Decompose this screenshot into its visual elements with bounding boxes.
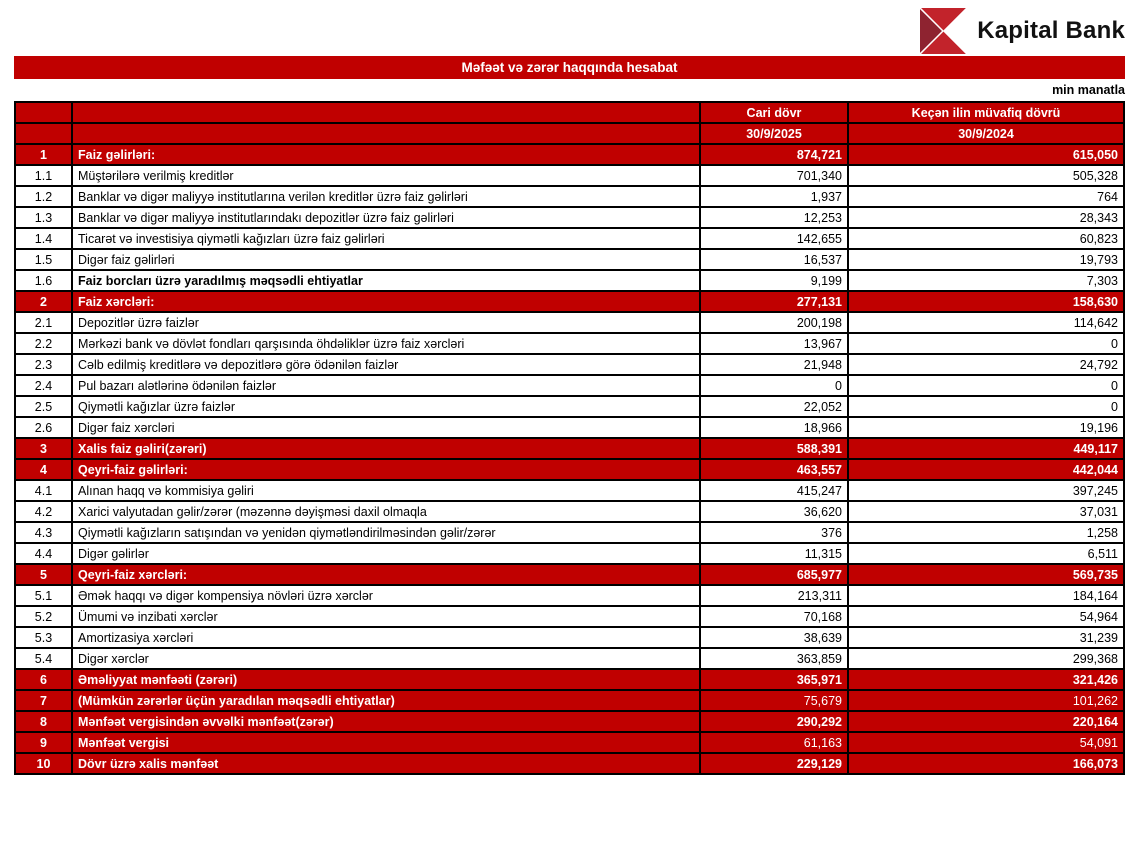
value-previous: 442,044 bbox=[848, 459, 1124, 480]
value-previous: 37,031 bbox=[848, 501, 1124, 522]
row-number: 2.2 bbox=[15, 333, 72, 354]
value-current: 415,247 bbox=[700, 480, 848, 501]
value-previous: 0 bbox=[848, 333, 1124, 354]
value-current: 0 bbox=[700, 375, 848, 396]
value-current: 13,967 bbox=[700, 333, 848, 354]
value-previous: 569,735 bbox=[848, 564, 1124, 585]
value-current: 365,971 bbox=[700, 669, 848, 690]
table-row bbox=[15, 648, 1124, 669]
row-number: 4.3 bbox=[15, 522, 72, 543]
table-row bbox=[15, 669, 1124, 690]
table-row bbox=[15, 480, 1124, 501]
header-current-period: Cari dövr bbox=[700, 102, 848, 123]
value-previous: 184,164 bbox=[848, 585, 1124, 606]
row-label: Ticarət və investisiya qiymətli kağızları üzrə faiz gəlirləri bbox=[72, 228, 700, 249]
row-label: Əmək haqqı və digər kompensiya növləri üzrə xərclər bbox=[72, 585, 700, 606]
row-number: 5.4 bbox=[15, 648, 72, 669]
value-previous: 101,262 bbox=[848, 690, 1124, 711]
row-number: 1.5 bbox=[15, 249, 72, 270]
row-label: Alınan haqq və kommisiya gəliri bbox=[72, 480, 700, 501]
row-number: 10 bbox=[15, 753, 72, 774]
table-header-row-dates bbox=[15, 123, 1124, 144]
value-current: 685,977 bbox=[700, 564, 848, 585]
value-current: 11,315 bbox=[700, 543, 848, 564]
row-number: 1.4 bbox=[15, 228, 72, 249]
value-previous: 166,073 bbox=[848, 753, 1124, 774]
report-title: Məfəət və zərər haqqında hesabat bbox=[14, 56, 1125, 79]
table-row bbox=[15, 732, 1124, 753]
value-current: 229,129 bbox=[700, 753, 848, 774]
row-number: 1.3 bbox=[15, 207, 72, 228]
value-current: 376 bbox=[700, 522, 848, 543]
value-current: 142,655 bbox=[700, 228, 848, 249]
value-current: 874,721 bbox=[700, 144, 848, 165]
row-number: 5 bbox=[15, 564, 72, 585]
table-row bbox=[15, 438, 1124, 459]
table-row bbox=[15, 291, 1124, 312]
row-number: 1.6 bbox=[15, 270, 72, 291]
table-row bbox=[15, 711, 1124, 732]
table-row bbox=[15, 459, 1124, 480]
brand-name: Kapital Bank bbox=[977, 17, 1125, 44]
value-current: 9,199 bbox=[700, 270, 848, 291]
value-current: 290,292 bbox=[700, 711, 848, 732]
header-empty-number-cell bbox=[15, 102, 72, 123]
value-current: 200,198 bbox=[700, 312, 848, 333]
table-row bbox=[15, 207, 1124, 228]
row-label: Banklar və digər maliyyə institutlarındakı depozitlər üzrə faiz gəlirləri bbox=[72, 207, 700, 228]
row-label: Digər gəlirlər bbox=[72, 543, 700, 564]
value-current: 16,537 bbox=[700, 249, 848, 270]
row-number: 2 bbox=[15, 291, 72, 312]
table-row bbox=[15, 606, 1124, 627]
unit-note: min manatla bbox=[1052, 83, 1125, 97]
table-row bbox=[15, 501, 1124, 522]
value-previous: 321,426 bbox=[848, 669, 1124, 690]
table-row bbox=[15, 417, 1124, 438]
row-label: Dövr üzrə xalis mənfəət bbox=[72, 753, 700, 774]
row-label: Qiymətli kağızlar üzrə faizlər bbox=[72, 396, 700, 417]
row-number: 5.3 bbox=[15, 627, 72, 648]
value-previous: 299,368 bbox=[848, 648, 1124, 669]
row-number: 4.1 bbox=[15, 480, 72, 501]
table-row bbox=[15, 564, 1124, 585]
table-row bbox=[15, 228, 1124, 249]
value-current: 277,131 bbox=[700, 291, 848, 312]
table-row bbox=[15, 585, 1124, 606]
header-empty-label-cell bbox=[72, 102, 700, 123]
row-label: Mərkəzi bank və dövlət fondları qarşısında öhdəliklər üzrə faiz xərcləri bbox=[72, 333, 700, 354]
table-row bbox=[15, 396, 1124, 417]
value-previous: 505,328 bbox=[848, 165, 1124, 186]
row-label: Müştərilərə verilmiş kreditlər bbox=[72, 165, 700, 186]
value-previous: 449,117 bbox=[848, 438, 1124, 459]
row-label: Banklar və digər maliyyə institutlarına verilən kreditlər üzrə faiz gəlirləri bbox=[72, 186, 700, 207]
table-row bbox=[15, 333, 1124, 354]
row-number: 1.1 bbox=[15, 165, 72, 186]
row-label: Pul bazarı alətlərinə ödənilən faizlər bbox=[72, 375, 700, 396]
value-previous: 6,511 bbox=[848, 543, 1124, 564]
income-statement-table bbox=[14, 101, 1125, 775]
row-number: 3 bbox=[15, 438, 72, 459]
row-label: Faiz xərcləri: bbox=[72, 291, 700, 312]
value-current: 1,937 bbox=[700, 186, 848, 207]
row-label: Cəlb edilmiş kreditlərə və depozitlərə görə ödənilən faizlər bbox=[72, 354, 700, 375]
value-current: 12,253 bbox=[700, 207, 848, 228]
row-label: Əməliyyat mənfəəti (zərəri) bbox=[72, 669, 700, 690]
value-current: 22,052 bbox=[700, 396, 848, 417]
value-current: 588,391 bbox=[700, 438, 848, 459]
row-label: Mənfəət vergisi bbox=[72, 732, 700, 753]
value-previous: 54,964 bbox=[848, 606, 1124, 627]
row-number: 2.3 bbox=[15, 354, 72, 375]
value-previous: 114,642 bbox=[848, 312, 1124, 333]
brand-header bbox=[14, 8, 1125, 54]
value-previous: 0 bbox=[848, 375, 1124, 396]
value-previous: 397,245 bbox=[848, 480, 1124, 501]
kapital-bank-logo-icon bbox=[920, 8, 966, 54]
value-current: 36,620 bbox=[700, 501, 848, 522]
value-previous: 19,196 bbox=[848, 417, 1124, 438]
row-label: Digər faiz xərcləri bbox=[72, 417, 700, 438]
row-label: (Mümkün zərərlər üçün yaradılan məqsədli ehtiyatlar) bbox=[72, 690, 700, 711]
value-previous: 615,050 bbox=[848, 144, 1124, 165]
value-previous: 7,303 bbox=[848, 270, 1124, 291]
row-label: Amortizasiya xərcləri bbox=[72, 627, 700, 648]
row-label: Digər faiz gəlirləri bbox=[72, 249, 700, 270]
value-previous: 31,239 bbox=[848, 627, 1124, 648]
value-current: 70,168 bbox=[700, 606, 848, 627]
value-previous: 764 bbox=[848, 186, 1124, 207]
row-number: 4.2 bbox=[15, 501, 72, 522]
row-number: 2.1 bbox=[15, 312, 72, 333]
table-row bbox=[15, 312, 1124, 333]
value-current: 363,859 bbox=[700, 648, 848, 669]
row-number: 9 bbox=[15, 732, 72, 753]
value-current: 21,948 bbox=[700, 354, 848, 375]
row-label: Xarici valyutadan gəlir/zərər (məzənnə dəyişməsi daxil olmaqla bbox=[72, 501, 700, 522]
value-previous: 28,343 bbox=[848, 207, 1124, 228]
table-header-row-period bbox=[15, 102, 1124, 123]
value-previous: 158,630 bbox=[848, 291, 1124, 312]
table-row bbox=[15, 186, 1124, 207]
row-label: Mənfəət vergisindən əvvəlki mənfəət(zərər) bbox=[72, 711, 700, 732]
value-current: 38,639 bbox=[700, 627, 848, 648]
table-row bbox=[15, 753, 1124, 774]
row-number: 4.4 bbox=[15, 543, 72, 564]
row-number: 2.5 bbox=[15, 396, 72, 417]
table-row bbox=[15, 375, 1124, 396]
value-previous: 19,793 bbox=[848, 249, 1124, 270]
row-number: 6 bbox=[15, 669, 72, 690]
value-current: 463,557 bbox=[700, 459, 848, 480]
row-number: 7 bbox=[15, 690, 72, 711]
table-row bbox=[15, 165, 1124, 186]
table-row bbox=[15, 249, 1124, 270]
row-label: Faiz borcları üzrə yaradılmış məqsədli ehtiyatlar bbox=[72, 270, 700, 291]
header-empty-label-cell bbox=[72, 123, 700, 144]
row-label: Depozitlər üzrə faizlər bbox=[72, 312, 700, 333]
table-row bbox=[15, 522, 1124, 543]
value-current: 213,311 bbox=[700, 585, 848, 606]
value-current: 75,679 bbox=[700, 690, 848, 711]
row-label: Qeyri-faiz gəlirləri: bbox=[72, 459, 700, 480]
table-row bbox=[15, 354, 1124, 375]
row-number: 1 bbox=[15, 144, 72, 165]
header-previous-period: Keçən ilin müvafiq dövrü bbox=[848, 102, 1124, 123]
row-number: 2.6 bbox=[15, 417, 72, 438]
value-previous: 60,823 bbox=[848, 228, 1124, 249]
row-label: Xalis faiz gəliri(zərəri) bbox=[72, 438, 700, 459]
table-row bbox=[15, 543, 1124, 564]
row-number: 5.2 bbox=[15, 606, 72, 627]
header-current-date: 30/9/2025 bbox=[700, 123, 848, 144]
value-current: 61,163 bbox=[700, 732, 848, 753]
header-empty-number-cell bbox=[15, 123, 72, 144]
table-row bbox=[15, 270, 1124, 291]
value-current: 18,966 bbox=[700, 417, 848, 438]
value-previous: 0 bbox=[848, 396, 1124, 417]
value-current: 701,340 bbox=[700, 165, 848, 186]
row-number: 2.4 bbox=[15, 375, 72, 396]
row-number: 5.1 bbox=[15, 585, 72, 606]
row-label: Qeyri-faiz xərcləri: bbox=[72, 564, 700, 585]
table-row bbox=[15, 144, 1124, 165]
row-label: Qiymətli kağızların satışından və yenidən qiymətləndirilməsindən gəlir/zərər bbox=[72, 522, 700, 543]
value-previous: 54,091 bbox=[848, 732, 1124, 753]
table-row bbox=[15, 690, 1124, 711]
header-previous-date: 30/9/2024 bbox=[848, 123, 1124, 144]
row-label: Digər xərclər bbox=[72, 648, 700, 669]
value-previous: 1,258 bbox=[848, 522, 1124, 543]
row-number: 1.2 bbox=[15, 186, 72, 207]
value-previous: 24,792 bbox=[848, 354, 1124, 375]
row-label: Ümumi və inzibati xərclər bbox=[72, 606, 700, 627]
value-previous: 220,164 bbox=[848, 711, 1124, 732]
row-number: 8 bbox=[15, 711, 72, 732]
row-label: Faiz gəlirləri: bbox=[72, 144, 700, 165]
row-number: 4 bbox=[15, 459, 72, 480]
table-row bbox=[15, 627, 1124, 648]
